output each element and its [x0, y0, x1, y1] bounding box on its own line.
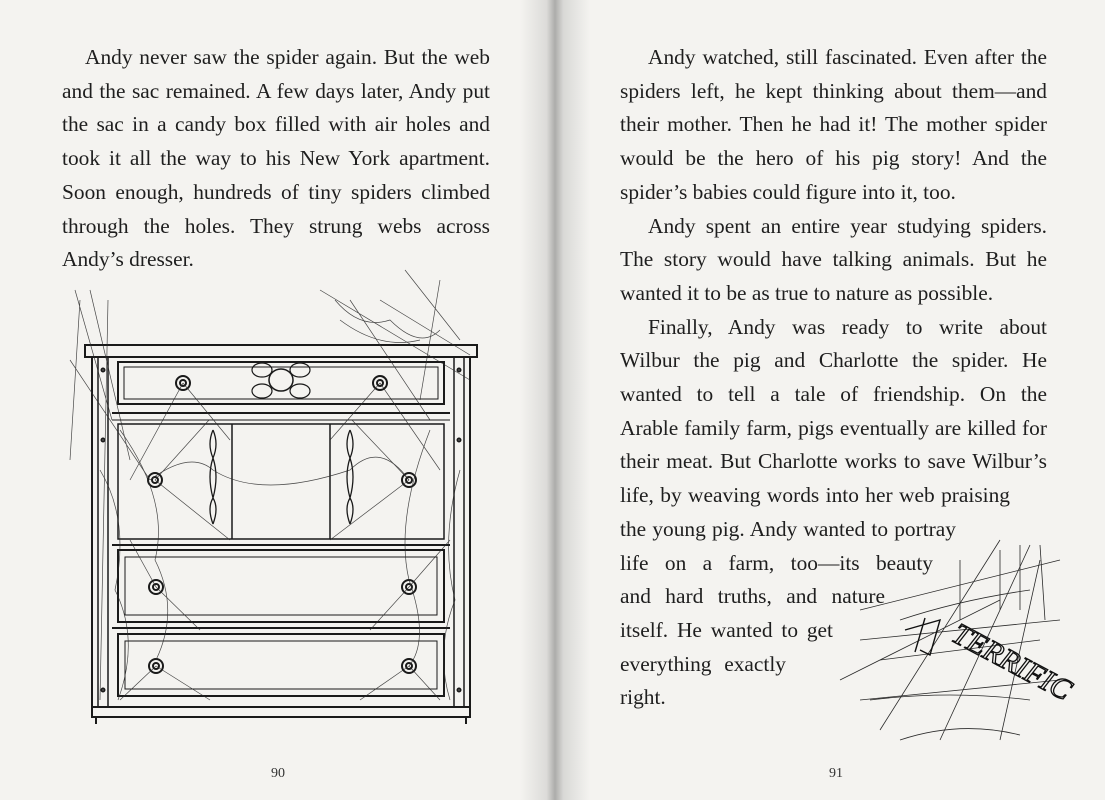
right-paragraph-3 [620, 311, 1047, 715]
right-paragraph-3-line: life on a farm, too—its beauty [620, 550, 933, 575]
right-paragraph-3-line: the young pig. Andy wanted to portray [620, 516, 956, 541]
right-paragraph-3-line: and hard truths, and nature [620, 584, 885, 609]
right-paragraph-3-line: Wilbur the pig and Charlotte the spider. He [620, 348, 1047, 373]
page-number-right: 91 [829, 766, 843, 781]
right-paragraph-3-line: wanted to tell a tale of friendship. On the [620, 382, 1047, 407]
right-paragraph-3-line: Finally, Andy was ready to write about [648, 314, 1047, 339]
web-word-terrific: TERRIFIC [946, 617, 1077, 708]
left-page-paragraph: Andy never saw the spider again. But the web and the sac remained. A few days later, Andy put the sac in a candy box filled with air holes and took it all the way to his New York apartment. Soon enough, hundreds of tiny spiders climbed through the holes. They strung webs across Andy’s dresser. [62, 45, 490, 272]
right-page-text [620, 41, 1047, 715]
right-paragraph-3-line: itself. He wanted to get [620, 617, 833, 642]
right-paragraph-3-line: right. [620, 685, 666, 710]
right-paragraph-3-line: life, by weaving words into her web praising [620, 483, 1010, 508]
right-paragraph-3-line: their meat. But Charlotte works to save Wilbur’s [620, 449, 1047, 474]
right-paragraph-3-line: everything exactly [620, 651, 786, 676]
page-number-left: 90 [271, 766, 285, 781]
right-paragraph-2: Andy spent an entire year studying spiders. The story would have talking animals. But he wanted it to be as true to nature as possible. [620, 213, 1047, 305]
right-paragraph-1: Andy watched, still fascinated. Even after the spiders left, he kept thinking about them—and their mother. Then he had it! The mother spider would be the hero of his pig story! And the spider’s babies could figure into it, too. [620, 45, 1047, 204]
right-paragraph-3-line: Arable family farm, pigs eventually are killed for [620, 415, 1047, 440]
